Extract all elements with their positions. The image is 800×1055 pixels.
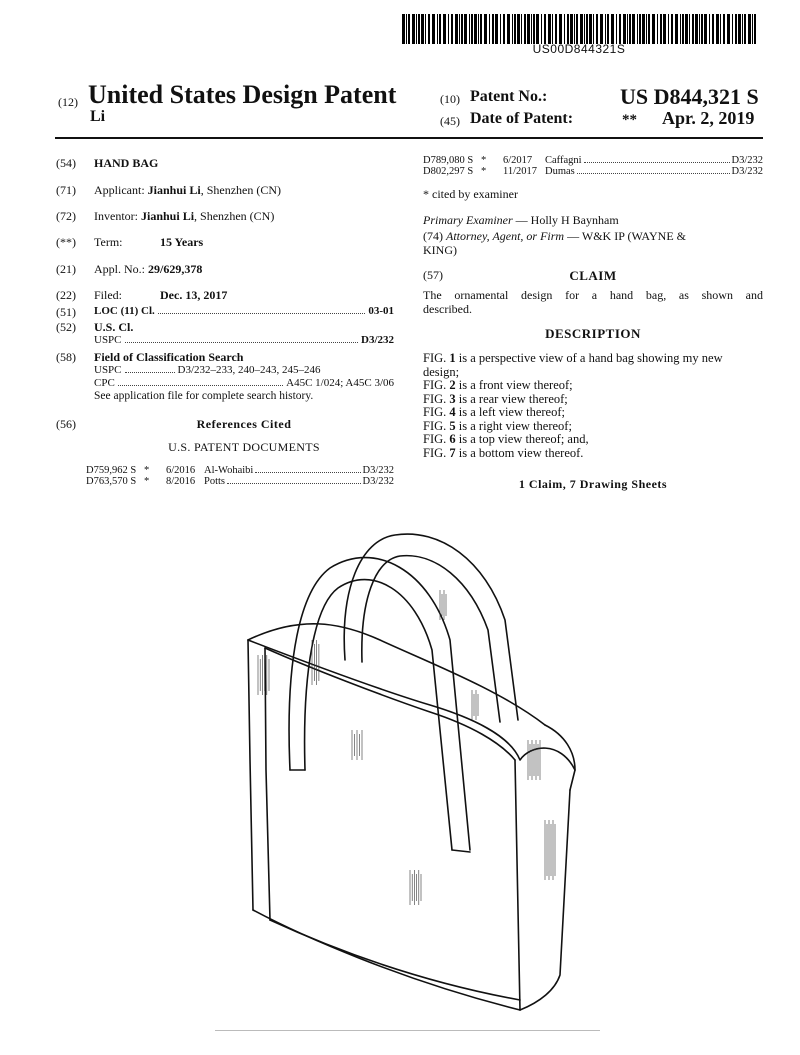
invention-title: HAND BAG <box>94 156 159 170</box>
reference-number: D802,297 S <box>423 166 474 177</box>
fig-prefix: FIG. <box>423 418 450 433</box>
fig-text: is a left view thereof; <box>455 405 565 419</box>
attorney-label: Attorney, Agent, or Firm <box>446 229 565 243</box>
date-asterisks: ** <box>622 112 637 128</box>
references-title: References Cited <box>196 417 292 431</box>
loc-label: LOC (11) Cl. <box>94 305 155 317</box>
search-history-note: See application file for complete search history. <box>94 390 314 402</box>
front-handle-inner <box>305 580 452 850</box>
date-label: Date of Patent: <box>470 110 574 127</box>
reference-name: Dumas <box>545 166 575 177</box>
patent-number-code: (10) <box>440 92 460 106</box>
fig-prefix: FIG. <box>423 351 450 365</box>
field-code: (58) <box>56 350 76 364</box>
bag-bottom-inner <box>270 920 520 1000</box>
appl-code: (21) <box>56 262 76 276</box>
loc-value: 03-01 <box>368 305 394 317</box>
front-handle-end-right <box>452 850 470 852</box>
reference-class: D3/232 <box>362 476 394 487</box>
field-cpc-value: A45C 1/024; A45C 3/06 <box>286 377 394 389</box>
barcode-number: US00D844321S <box>532 42 626 56</box>
patent-number-label: Patent No.: <box>470 88 548 105</box>
footer-rule <box>215 1030 600 1031</box>
reference-name: Caffagni <box>545 155 582 166</box>
front-rim-inner <box>265 648 515 760</box>
appl-label: Appl. No.: <box>94 262 145 276</box>
fig-prefix: FIG. <box>423 405 450 419</box>
claim-text-line2: described. <box>423 302 472 316</box>
reference-date: 6/2016 <box>166 465 196 476</box>
reference-number: D759,962 S <box>86 465 137 476</box>
reference-class: D3/232 <box>731 166 763 177</box>
reference-asterisk: * <box>481 166 487 177</box>
reference-name: Al-Wohaibi <box>204 465 254 476</box>
reference-class: D3/232 <box>731 155 763 166</box>
claim-text-line1: The ornamental design for a hand bag, as shown and <box>423 288 763 302</box>
reference-asterisk: * <box>144 465 150 476</box>
uscl-uspc-value: D3/232 <box>361 334 394 346</box>
filed-code: (22) <box>56 288 76 302</box>
right-rim <box>545 725 575 790</box>
applicant-label: Applicant: <box>94 183 145 197</box>
fig-prefix: FIG. <box>423 432 450 446</box>
bag-bottom-front <box>253 910 520 1010</box>
fig-text: is a bottom view thereof. <box>455 445 584 460</box>
inventor-place: , Shenzhen (CN) <box>194 209 275 223</box>
claim-code: (57) <box>423 268 443 282</box>
reference-asterisk: * <box>481 155 487 166</box>
references-code: (56) <box>56 417 76 431</box>
fig-number: 3 <box>449 391 456 406</box>
uscl-code: (52) <box>56 320 76 334</box>
bag-left-side <box>248 640 253 910</box>
fig-number: 1 <box>449 351 456 365</box>
field-uspc-value: D3/232–233, 240–243, 245–246 <box>177 364 321 376</box>
claim-title: CLAIM <box>569 268 617 283</box>
uscl-uspc-label: USPC <box>94 334 122 346</box>
patent-type-title: United States Design Patent <box>88 80 397 109</box>
term-value: 15 Years <box>160 235 204 249</box>
fig-text: is a front view thereof; <box>455 378 573 392</box>
reference-date: 6/2017 <box>503 155 533 166</box>
inventor-surname: Li <box>90 108 106 125</box>
back-rim <box>248 624 545 725</box>
loc-code: (51) <box>56 305 76 319</box>
fig-number: 7 <box>449 445 456 460</box>
fig-number: 6 <box>449 432 456 446</box>
fig-text: is a right view thereof; <box>455 418 572 433</box>
fig-prefix: FIG. <box>423 445 450 460</box>
fig-number: 5 <box>449 418 456 433</box>
cited-by-examiner-note: * cited by examiner <box>423 187 518 201</box>
inventor-name: Jianhui Li <box>141 209 195 223</box>
title-code: (54) <box>56 156 76 170</box>
fig-number: 4 <box>449 405 456 419</box>
reference-date: 11/2017 <box>503 166 538 177</box>
field-label: Field of Classification Search <box>94 350 244 364</box>
references-subtitle: U.S. PATENT DOCUMENTS <box>168 440 320 454</box>
applicant-place: , Shenzhen (CN) <box>200 183 282 197</box>
reference-asterisk: * <box>144 476 150 487</box>
date-code: (45) <box>440 114 460 128</box>
claims-and-sheets: 1 Claim, 7 Drawing Sheets <box>518 477 668 491</box>
back-handle-inner <box>362 556 500 722</box>
filed-date: Dec. 13, 2017 <box>160 288 228 302</box>
fig-prefix: FIG. <box>423 378 450 392</box>
description-title: DESCRIPTION <box>545 326 641 341</box>
fig-text: is a perspective view of a hand bag showing my new <box>455 351 723 365</box>
appl-number: 29/629,378 <box>148 262 203 276</box>
examiner-name: — Holly H Baynham <box>512 213 619 227</box>
field-uspc-label: USPC <box>94 364 122 376</box>
front-handle-outer <box>289 558 470 850</box>
inventor-label: Inventor: <box>94 209 138 223</box>
reference-name: Potts <box>204 476 226 487</box>
reference-class: D3/232 <box>362 465 394 476</box>
examiner-label: Primary Examiner <box>423 213 513 227</box>
patent-number: US D844,321 S <box>620 84 759 109</box>
fig-prefix: FIG. <box>423 391 450 406</box>
attorney-value-continued: KING) <box>423 243 457 257</box>
fig-text: is a rear view thereof; <box>455 391 568 406</box>
applicant-code: (71) <box>56 183 76 197</box>
fig-text: design; <box>423 364 460 379</box>
bag-right-front-edge <box>515 760 520 1010</box>
attorney-code: (74) <box>423 229 443 243</box>
fig-text: is a top view thereof; and, <box>455 432 589 446</box>
patent-type-code: (12) <box>58 95 78 109</box>
term-code: (**) <box>56 235 76 249</box>
term-label: Term: <box>94 235 123 249</box>
inventor-code: (72) <box>56 209 76 223</box>
uscl-label: U.S. Cl. <box>94 320 134 334</box>
filed-label: Filed: <box>94 288 123 302</box>
reference-date: 8/2016 <box>166 476 196 487</box>
fig-number: 2 <box>449 378 456 392</box>
patent-date: Apr. 2, 2019 <box>662 108 755 128</box>
attorney-value: — W&K IP (WAYNE & <box>564 229 686 243</box>
field-cpc-label: CPC <box>94 377 115 389</box>
reference-number: D789,080 S <box>423 155 474 166</box>
reference-number: D763,570 S <box>86 476 137 487</box>
applicant-name: Jianhui Li <box>147 183 201 197</box>
